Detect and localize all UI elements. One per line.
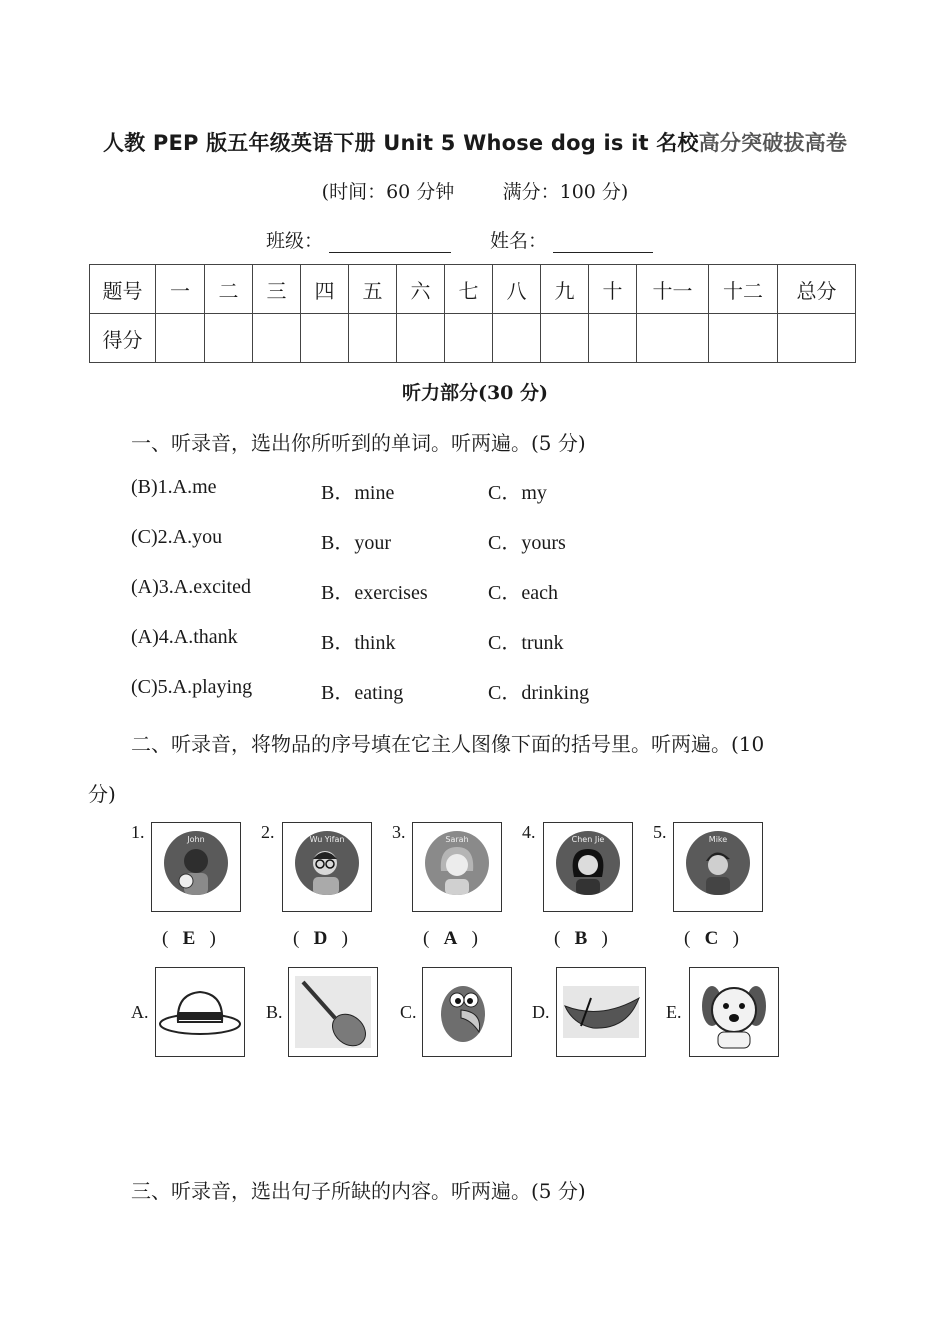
score-cell[interactable] — [637, 314, 709, 363]
table-header-cell: 八 — [493, 265, 541, 314]
score-cell[interactable] — [349, 314, 397, 363]
answer-letter: E — [182, 928, 196, 949]
person-picture — [151, 822, 241, 912]
pipa-icon — [288, 967, 378, 1057]
class-field — [266, 226, 451, 253]
option-b: B．think — [321, 632, 396, 654]
table-header-cell: 十二 — [709, 265, 778, 314]
score-cell[interactable] — [778, 314, 856, 363]
answer-bracket: ( D ) — [293, 928, 348, 949]
person-picture — [543, 822, 633, 912]
name-field — [490, 226, 653, 253]
name-blank[interactable] — [553, 232, 653, 253]
score-cell[interactable] — [397, 314, 445, 363]
part3-instruction: 三、听录音，选出句子所缺的内容。听两遍。(5 分) — [131, 1179, 586, 1203]
answer-bracket: ( C ) — [684, 928, 739, 949]
score-row-label: 得分 — [90, 314, 156, 363]
score-header-row — [90, 265, 856, 314]
person-number: 3. — [392, 822, 406, 842]
person-picture — [282, 822, 372, 912]
table-header-cell: 十 — [589, 265, 637, 314]
answer-letter: B — [574, 928, 588, 949]
score-cell[interactable] — [541, 314, 589, 363]
object-letter: D. — [532, 1002, 550, 1022]
answer-bracket: ( A ) — [423, 928, 478, 949]
score-cell[interactable] — [156, 314, 205, 363]
object-letter: A. — [131, 1002, 149, 1022]
avatar-name: Mike — [708, 835, 728, 844]
table-header-cell: 七 — [445, 265, 493, 314]
option-b: B．exercises — [321, 582, 428, 604]
title-tail: 高分突破拔高卷 — [698, 131, 848, 155]
part2-instruction: 二、听录音，将物品的序号填在它主人图像下面的括号里。听两遍。(10 — [131, 732, 765, 756]
table-header-cell: 题号 — [90, 265, 156, 314]
answer-letter: A — [443, 928, 458, 949]
option-a: (A)4.A.thank — [131, 626, 238, 648]
table-header-cell: 一 — [156, 265, 205, 314]
answer-letter: C — [704, 928, 719, 949]
part1-instruction: 一、听录音，选出你所听到的单词。听两遍。(5 分) — [131, 431, 586, 455]
avatar-name: Chen Jie — [571, 835, 605, 844]
girl-avatar-icon — [556, 831, 620, 895]
dog-icon — [689, 967, 779, 1057]
option-b: B．eating — [321, 682, 404, 704]
title-main: 人教 PEP 版五年级英语下册 Unit 5 Whose dog is it 名校 — [102, 131, 699, 155]
score-cell[interactable] — [301, 314, 349, 363]
score-cell[interactable] — [493, 314, 541, 363]
option-a: (B)1.A.me — [131, 476, 217, 498]
score-table — [89, 264, 856, 363]
option-c: C．drinking — [488, 682, 590, 704]
option-c: C．trunk — [488, 632, 564, 654]
exam-subtitle: (时间：60 分钟 满分：100 分) — [321, 181, 629, 203]
person-picture — [673, 822, 763, 912]
table-header-cell: 六 — [397, 265, 445, 314]
option-c: C．my — [488, 482, 547, 504]
table-header-cell: 九 — [541, 265, 589, 314]
class-label: 班级： — [266, 230, 324, 252]
table-header-cell: 十一 — [637, 265, 709, 314]
boy-glasses-avatar-icon — [295, 831, 359, 895]
person-number: 2. — [261, 822, 275, 842]
name-label: 姓名： — [490, 230, 548, 252]
option-a: (C)2.A.you — [131, 526, 223, 548]
table-header-cell: 三 — [253, 265, 301, 314]
class-blank[interactable] — [329, 232, 451, 253]
option-c: C．yours — [488, 532, 566, 554]
hat-icon — [155, 967, 245, 1057]
option-b: B．your — [321, 532, 391, 554]
answer-letter: D — [313, 928, 328, 949]
answer-bracket: ( B ) — [554, 928, 608, 949]
table-header-cell: 五 — [349, 265, 397, 314]
object-letter: C. — [400, 1002, 417, 1022]
score-cell[interactable] — [589, 314, 637, 363]
part2-instruction-cont: 分) — [88, 782, 116, 806]
score-row — [90, 314, 856, 363]
person-picture — [412, 822, 502, 912]
parrot-icon — [422, 967, 512, 1057]
person-number: 4. — [522, 822, 536, 842]
option-c: C．each — [488, 582, 558, 604]
page-title — [0, 127, 950, 157]
girl-avatar-icon — [425, 831, 489, 895]
option-b: B．mine — [321, 482, 395, 504]
boy-avatar-icon — [164, 831, 228, 895]
boy-avatar-icon — [686, 831, 750, 895]
object-letter: E. — [666, 1002, 682, 1022]
section-title: 听力部分(30 分) — [401, 382, 549, 404]
table-header-cell: 四 — [301, 265, 349, 314]
table-header-cell: 二 — [205, 265, 253, 314]
option-a: (C)5.A.playing — [131, 676, 253, 698]
score-cell[interactable] — [709, 314, 778, 363]
score-cell[interactable] — [253, 314, 301, 363]
person-number: 1. — [131, 822, 145, 842]
score-cell[interactable] — [445, 314, 493, 363]
option-a: (A)3.A.excited — [131, 576, 251, 598]
object-letter: B. — [266, 1002, 283, 1022]
canoe-icon — [556, 967, 646, 1057]
score-cell[interactable] — [205, 314, 253, 363]
table-header-cell: 总分 — [778, 265, 856, 314]
avatar-name: John — [187, 835, 205, 844]
avatar-name: Wu Yifan — [309, 835, 345, 844]
answer-bracket: ( E ) — [162, 928, 216, 949]
person-number: 5. — [653, 822, 667, 842]
avatar-name: Sarah — [445, 835, 469, 844]
